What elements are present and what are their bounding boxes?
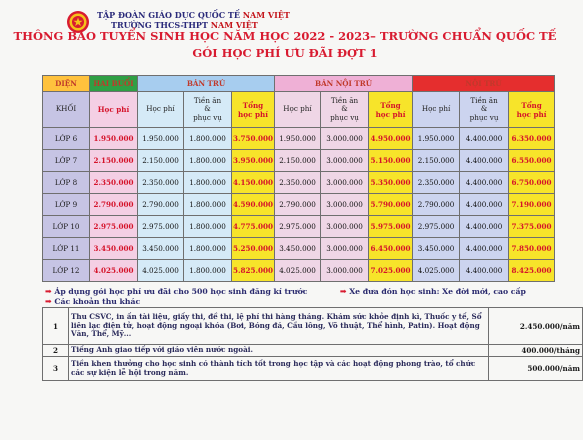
ban-tru-tuition-cell: 2.790.000	[138, 194, 184, 216]
ban-tru-tuition-cell: 1.950.000	[138, 128, 184, 150]
hai-buoi-fee-cell: 2.975.000	[90, 216, 138, 238]
tuition-fee-table	[42, 75, 555, 282]
other-fee-description: Thu CSVC, in ấn tài liệu, giấy thi, đề thi, lệ phí thi hàng tháng. Khám sức khỏe định kì, Thuốc y tế, Sổ liên lạc điện tử, hoạt động ngoại khóa (Bơi, Bóng đá, Cầu lông, Võ thuật, Thể hình, Patin). Hoạt động Văn, Thể, Mỹ...	[69, 308, 489, 345]
offer-text: Áp dụng gói học phí ưu đãi cho 500 học sinh đăng kí trước	[54, 287, 308, 296]
offer-note	[45, 286, 565, 296]
hai-buoi-fee-cell: 1.950.000	[90, 128, 138, 150]
noi-tru-meal-cell: 4.400.000	[460, 150, 509, 172]
tong-line2: học phí	[516, 109, 547, 119]
ban-noi-tru-tuition-cell: 2.150.000	[275, 150, 321, 172]
other-fees-rows	[43, 308, 583, 381]
noi-tru-total-cell: 8.425.000	[509, 260, 555, 282]
school-name-text: TRƯỜNG THCS-THPT	[111, 20, 211, 30]
noi-tru-meal-cell: 4.400.000	[460, 238, 509, 260]
notice-subtitle: GÓI HỌC PHÍ ƯU ĐÃI ĐỢT 1	[192, 46, 378, 60]
header-khoi: KHỐI	[43, 92, 90, 128]
ban-tru-tuition-cell: 2.350.000	[138, 172, 184, 194]
ban-tru-meal-cell: 1.800.000	[184, 172, 232, 194]
org-name-line	[97, 10, 290, 20]
ban-noi-tru-tuition-cell: 4.025.000	[275, 260, 321, 282]
noi-tru-meal-cell: 4.400.000	[460, 260, 509, 282]
group-header-row	[43, 76, 555, 92]
ban-tru-total-cell: 4.590.000	[232, 194, 275, 216]
ban-tru-meal-cell: 1.800.000	[184, 150, 232, 172]
other-fee-description: Tiền khen thưởng cho học sinh có thành tích tốt trong học tập và các hoạt động phong trào, tổ chức các sự kiện lễ hội trong năm.	[69, 357, 489, 381]
right-arrow-icon: ➡	[45, 296, 52, 306]
ban-tru-meal-cell: 1.800.000	[184, 238, 232, 260]
ban-tru-total-cell: 4.775.000	[232, 216, 275, 238]
ban-noi-tru-tuition-cell: 2.975.000	[275, 216, 321, 238]
header-hoc-phi: Học phí	[413, 92, 460, 128]
tong-line1: Tổng	[242, 100, 264, 110]
grade-cell: LỚP 8	[43, 172, 90, 194]
noi-tru-tuition-cell: 2.150.000	[413, 150, 460, 172]
other-fee-row	[43, 345, 583, 357]
hai-buoi-fee-cell: 2.150.000	[90, 150, 138, 172]
fee-row	[43, 172, 555, 194]
ban-tru-total-cell: 5.250.000	[232, 238, 275, 260]
tong-line1: Tổng	[521, 100, 542, 110]
ban-noi-tru-meal-cell: 3.000.000	[321, 194, 369, 216]
ban-noi-tru-tuition-cell: 2.790.000	[275, 194, 321, 216]
header-tong-hoc-phi	[509, 92, 555, 128]
noi-tru-total-cell: 6.550.000	[509, 150, 555, 172]
ban-tru-tuition-cell: 2.150.000	[138, 150, 184, 172]
ban-noi-tru-total-cell: 4.950.000	[369, 128, 413, 150]
sub-header-row	[43, 92, 555, 128]
other-fee-price: 500.000/năm	[489, 357, 583, 381]
ban-noi-tru-total-cell: 5.790.000	[369, 194, 413, 216]
grade-cell: LỚP 11	[43, 238, 90, 260]
header-tien-an	[321, 92, 369, 128]
grade-cell: LỚP 7	[43, 150, 90, 172]
noi-tru-total-cell: 6.750.000	[509, 172, 555, 194]
ban-noi-tru-meal-cell: 3.000.000	[321, 128, 369, 150]
noi-tru-total-cell: 7.850.000	[509, 238, 555, 260]
ban-noi-tru-total-cell: 5.350.000	[369, 172, 413, 194]
tien-an-line2: &	[341, 104, 348, 114]
ban-tru-total-cell: 5.825.000	[232, 260, 275, 282]
right-arrow-icon: ➡	[339, 286, 347, 296]
noi-tru-meal-cell: 4.400.000	[460, 128, 509, 150]
ban-noi-tru-total-cell: 6.450.000	[369, 238, 413, 260]
noi-tru-total-cell: 7.375.000	[509, 216, 555, 238]
grade-cell: LỚP 12	[43, 260, 90, 282]
ban-noi-tru-meal-cell: 3.000.000	[321, 238, 369, 260]
tien-an-line1: Tiền ăn	[470, 96, 498, 106]
ban-noi-tru-total-cell: 7.025.000	[369, 260, 413, 282]
noi-tru-meal-cell: 4.400.000	[460, 194, 509, 216]
org-name-text: TẬP ĐOÀN GIÁO DỤC QUỐC TẾ	[97, 10, 243, 20]
hai-buoi-fee-cell: 2.790.000	[90, 194, 138, 216]
hai-buoi-fee-cell: 4.025.000	[90, 260, 138, 282]
fee-row	[43, 260, 555, 282]
notice-title: THÔNG BÁO TUYỂN SINH HỌC NĂM HỌC 2022 - 2023– TRƯỜNG CHUẨN QUỐC TẾ	[13, 29, 557, 43]
ban-tru-tuition-cell: 2.975.000	[138, 216, 184, 238]
header-noi-tru: NỘI TRÚ	[413, 76, 555, 92]
other-fee-price: 400.000/tháng	[489, 345, 583, 357]
org-name-red: NAM VIỆT	[242, 10, 290, 20]
ban-noi-tru-meal-cell: 3.000.000	[321, 172, 369, 194]
other-fee-row	[43, 357, 583, 381]
noi-tru-meal-cell: 4.400.000	[460, 172, 509, 194]
grade-cell: LỚP 6	[43, 128, 90, 150]
ban-noi-tru-total-cell: 5.975.000	[369, 216, 413, 238]
noi-tru-tuition-cell: 2.790.000	[413, 194, 460, 216]
tien-an-line3: phục vụ	[330, 112, 359, 122]
tong-line2: học phí	[375, 109, 406, 119]
other-fee-row	[43, 308, 583, 345]
header-hai-buoi: HAI BUỔI	[90, 76, 138, 92]
noi-tru-tuition-cell: 1.950.000	[413, 128, 460, 150]
ban-noi-tru-tuition-cell: 1.950.000	[275, 128, 321, 150]
ban-noi-tru-tuition-cell: 3.450.000	[275, 238, 321, 260]
ban-tru-meal-cell: 1.800.000	[184, 128, 232, 150]
noi-tru-total-cell: 6.350.000	[509, 128, 555, 150]
noi-tru-tuition-cell: 4.025.000	[413, 260, 460, 282]
header-dien: DIỆN	[43, 76, 90, 92]
other-fee-price: 2.450.000/năm	[489, 308, 583, 345]
ban-tru-meal-cell: 1.800.000	[184, 216, 232, 238]
noi-tru-total-cell: 7.190.000	[509, 194, 555, 216]
ban-noi-tru-meal-cell: 3.000.000	[321, 216, 369, 238]
header-tien-an	[460, 92, 509, 128]
noi-tru-tuition-cell: 3.450.000	[413, 238, 460, 260]
ban-tru-total-cell: 3.750.000	[232, 128, 275, 150]
tien-an-line1: Tiền ăn	[193, 96, 222, 106]
header-tong-hoc-phi	[369, 92, 413, 128]
header-tien-an	[184, 92, 232, 128]
header-hoc-phi: Học phí	[275, 92, 321, 128]
fee-row	[43, 194, 555, 216]
noi-tru-tuition-cell: 2.350.000	[413, 172, 460, 194]
ban-noi-tru-meal-cell: 3.000.000	[321, 150, 369, 172]
other-fee-number: 1	[43, 308, 69, 345]
other-fee-description: Tiếng Anh giao tiếp với giáo viên nước ngoài.	[69, 345, 489, 357]
ban-tru-total-cell: 3.950.000	[232, 150, 275, 172]
other-fees-heading-line	[45, 296, 140, 306]
header-tong-hoc-phi	[232, 92, 275, 128]
right-arrow-icon: ➡	[45, 286, 52, 296]
fee-row	[43, 150, 555, 172]
tien-an-line1: Tiền ăn	[330, 96, 359, 106]
ban-tru-meal-cell: 1.800.000	[184, 260, 232, 282]
hai-buoi-fee-cell: 2.350.000	[90, 172, 138, 194]
bus-text: Xe đưa đón học sinh: Xe đời mới, cao cấp	[349, 287, 526, 296]
header-hoc-phi: Học phí	[138, 92, 184, 128]
ban-noi-tru-total-cell: 5.150.000	[369, 150, 413, 172]
tien-an-line2: &	[204, 104, 211, 114]
header-ban-noi-tru: BÁN NỘI TRÚ	[275, 76, 413, 92]
ban-tru-tuition-cell: 3.450.000	[138, 238, 184, 260]
other-fees-heading: Các khoản thu khác	[54, 297, 141, 306]
other-fees-table	[42, 307, 583, 381]
ban-noi-tru-tuition-cell: 2.350.000	[275, 172, 321, 194]
ban-tru-meal-cell: 1.800.000	[184, 194, 232, 216]
school-name-red: NAM VIỆT	[210, 20, 258, 30]
hai-buoi-fee-cell: 3.450.000	[90, 238, 138, 260]
header-ban-tru: BÁN TRÚ	[138, 76, 275, 92]
fee-row	[43, 238, 555, 260]
tien-an-line2: &	[480, 104, 488, 114]
other-fee-number: 2	[43, 345, 69, 357]
tong-line2: học phí	[238, 109, 268, 119]
ban-tru-total-cell: 4.150.000	[232, 172, 275, 194]
fee-row	[43, 128, 555, 150]
grade-cell: LỚP 9	[43, 194, 90, 216]
tong-line1: Tổng	[380, 100, 401, 110]
noi-tru-meal-cell: 4.400.000	[460, 216, 509, 238]
tien-an-line3: phục vụ	[193, 112, 222, 122]
grade-cell: LỚP 10	[43, 216, 90, 238]
fee-row	[43, 216, 555, 238]
ban-tru-tuition-cell: 4.025.000	[138, 260, 184, 282]
other-fee-number: 3	[43, 357, 69, 381]
fee-rows	[43, 128, 555, 282]
noi-tru-tuition-cell: 2.975.000	[413, 216, 460, 238]
tien-an-line3: phục vụ	[469, 112, 499, 122]
ban-noi-tru-meal-cell: 3.000.000	[321, 260, 369, 282]
header-hoc-phi-hai-buoi: Học phí	[90, 92, 138, 128]
